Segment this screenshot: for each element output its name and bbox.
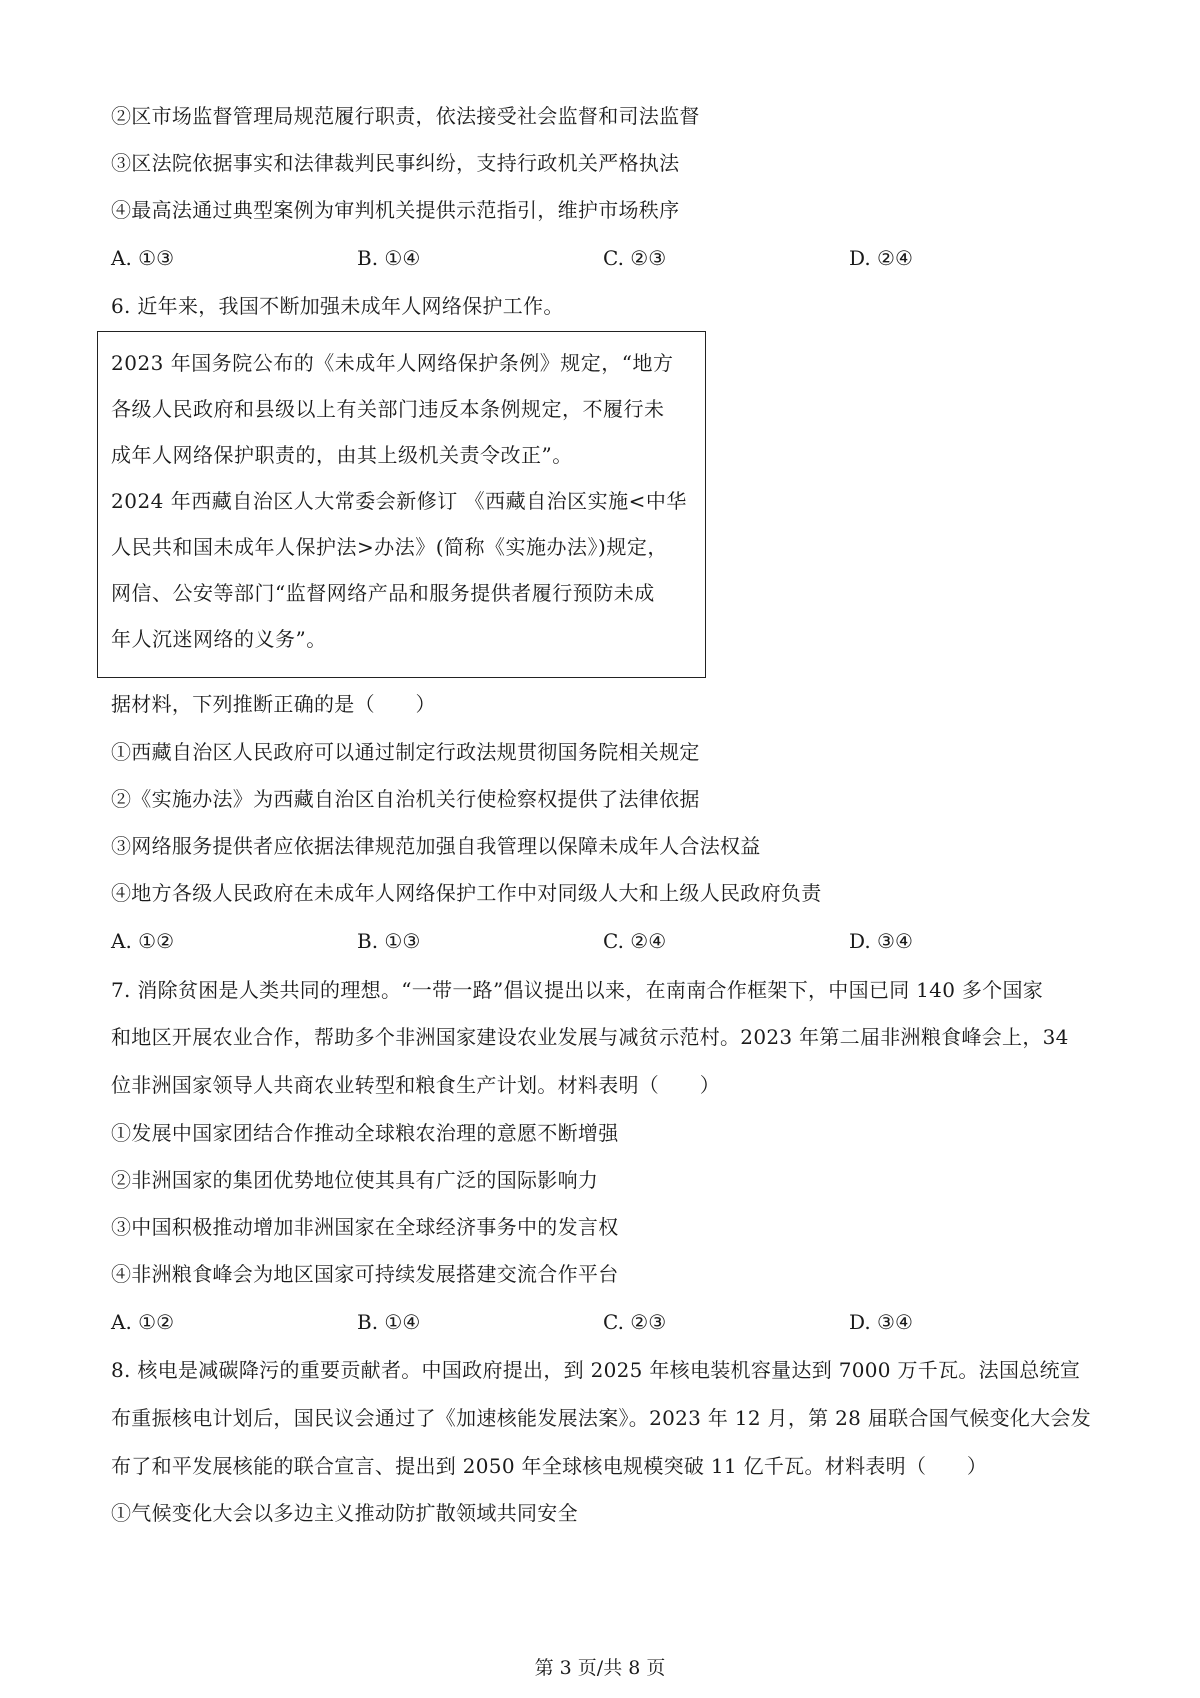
q8-stem-line: 8. 核电是减碳降污的重要贡献者。中国政府提出，到 2025 年核电装机容量达到 7000 万千瓦。法国总统宣 xyxy=(111,1358,1081,1382)
q7-choice-a: A. ①② xyxy=(111,1310,175,1334)
q7-option-1: ①发展中国家团结合作推动全球粮农治理的意愿不断增强 xyxy=(111,1121,619,1145)
q6-material-line: 人民共和国未成年人保护法>办法》(简称《实施办法》)规定， xyxy=(111,535,668,559)
q6-question: 据材料，下列推断正确的是（ ） xyxy=(111,692,436,716)
q5-choice-b: B. ①④ xyxy=(357,246,421,270)
q7-choice-b: B. ①④ xyxy=(357,1310,421,1334)
q6-choice-d: D. ③④ xyxy=(849,929,913,953)
q7-option-2: ②非洲国家的集团优势地位使其具有广泛的国际影响力 xyxy=(111,1168,599,1192)
q6-material-line: 成年人网络保护职责的，由其上级机关责令改正”。 xyxy=(111,443,573,467)
q6-material-line: 2024 年西藏自治区人大常委会新修订 《西藏自治区实施<中华 xyxy=(111,489,687,513)
q6-choice-c: C. ②④ xyxy=(603,929,667,953)
q6-option-1: ①西藏自治区人民政府可以通过制定行政法规贯彻国务院相关规定 xyxy=(111,740,700,764)
q8-stem-line: 布了和平发展核能的联合宣言、提出到 2050 年全球核电规模突破 11 亿千瓦。材料表明（ ） xyxy=(111,1454,988,1478)
q6-choice-a: A. ①② xyxy=(111,929,175,953)
q7-choice-d: D. ③④ xyxy=(849,1310,913,1334)
q6-stem: 6. 近年来，我国不断加强未成年人网络保护工作。 xyxy=(111,294,564,318)
q6-material-line: 网信、公安等部门“监督网络产品和服务提供者履行预防未成 xyxy=(111,581,655,605)
q8-option-1: ①气候变化大会以多边主义推动防扩散领域共同安全 xyxy=(111,1501,578,1525)
q5-option-3: ③区法院依据事实和法律裁判民事纠纷，支持行政机关严格执法 xyxy=(111,151,680,175)
q5-option-2: ②区市场监督管理局规范履行职责，依法接受社会监督和司法监督 xyxy=(111,104,700,128)
q7-choice-c: C. ②③ xyxy=(603,1310,667,1334)
q6-material-box xyxy=(97,331,706,678)
q7-stem-line: 位非洲国家领导人共商农业转型和粮食生产计划。材料表明（ ） xyxy=(111,1073,720,1097)
q5-choice-d: D. ②④ xyxy=(849,246,913,270)
page-number: 第 3 页/共 8 页 xyxy=(534,1657,666,1679)
q6-material-line: 年人沉迷网络的义务”。 xyxy=(111,627,327,651)
q6-choice-b: B. ①③ xyxy=(357,929,421,953)
q6-option-2: ②《实施办法》为西藏自治区自治机关行使检察权提供了法律依据 xyxy=(111,787,700,811)
q7-option-3: ③中国积极推动增加非洲国家在全球经济事务中的发言权 xyxy=(111,1215,619,1239)
q8-stem-line: 布重振核电计划后，国民议会通过了《加速核能发展法案》。2023 年 12 月，第 28 届联合国气候变化大会发 xyxy=(111,1406,1092,1430)
q6-material-line: 2023 年国务院公布的《未成年人网络保护条例》规定，“地方 xyxy=(111,351,674,375)
q5-choice-a: A. ①③ xyxy=(111,246,175,270)
q6-option-4: ④地方各级人民政府在未成年人网络保护工作中对同级人大和上级人民政府负责 xyxy=(111,881,822,905)
q7-stem-line: 7. 消除贫困是人类共同的理想。“一带一路”倡议提出以来，在南南合作框架下，中国已同 140 多个国家 xyxy=(111,978,1044,1002)
q5-option-4: ④最高法通过典型案例为审判机关提供示范指引，维护市场秩序 xyxy=(111,198,680,222)
q7-stem-line: 和地区开展农业合作，帮助多个非洲国家建设农业发展与减贫示范村。2023 年第二届非洲粮食峰会上，34 xyxy=(111,1025,1069,1049)
q6-material-line: 各级人民政府和县级以上有关部门违反本条例规定，不履行未 xyxy=(111,397,665,421)
q5-choice-c: C. ②③ xyxy=(603,246,667,270)
q7-option-4: ④非洲粮食峰会为地区国家可持续发展搭建交流合作平台 xyxy=(111,1262,619,1286)
q6-option-3: ③网络服务提供者应依据法律规范加强自我管理以保障未成年人合法权益 xyxy=(111,834,761,858)
